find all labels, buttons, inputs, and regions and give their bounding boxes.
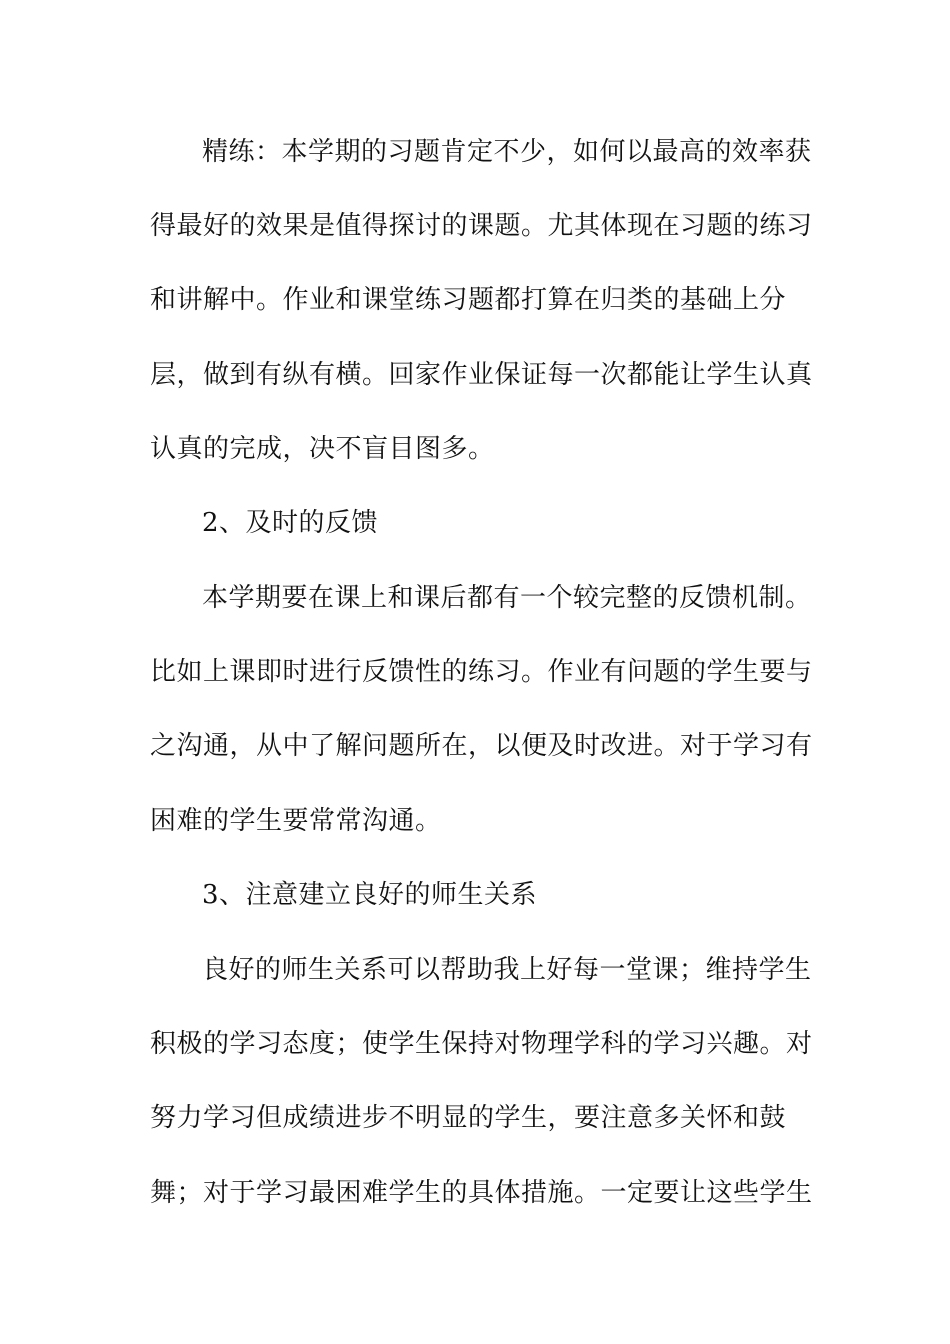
paragraph-line: 本学期要在课上和课后都有一个较完整的反馈机制。 (202, 583, 812, 613)
paragraph-line: 困难的学生要常常沟通。 (150, 806, 442, 836)
paragraph-line: 精练：本学期的习题肯定不少，如何以最高的效率获 (202, 137, 812, 167)
paragraph-line: 和讲解中。作业和课堂练习题都打算在归类的基础上分 (150, 285, 787, 315)
section-heading: 2、及时的反馈 (202, 508, 379, 538)
paragraph-line: 层，做到有纵有横。回家作业保证每一次都能让学生认真 (150, 360, 813, 390)
paragraph-line: 积极的学习态度；使学生保持对物理学科的学习兴趣。对 (150, 1029, 813, 1059)
paragraph-line: 努力学习但成绩进步不明显的学生，要注意多关怀和鼓 (150, 1103, 787, 1133)
paragraph-line: 良好的师生关系可以帮助我上好每一堂课；维持学生 (202, 955, 812, 985)
paragraph-line: 舞；对于学习最困难学生的具体措施。一定要让这些学生 (150, 1178, 813, 1208)
paragraph-line: 得最好的效果是值得探讨的课题。尤其体现在习题的练习 (150, 211, 813, 241)
section-heading: 3、注意建立良好的师生关系 (202, 880, 538, 910)
paragraph-line: 认真的完成，决不盲目图多。 (150, 434, 495, 464)
paragraph-line: 之沟通，从中了解问题所在，以便及时改进。对于学习有 (150, 731, 813, 761)
paragraph-line: 比如上课即时进行反馈性的练习。作业有问题的学生要与 (150, 657, 813, 687)
